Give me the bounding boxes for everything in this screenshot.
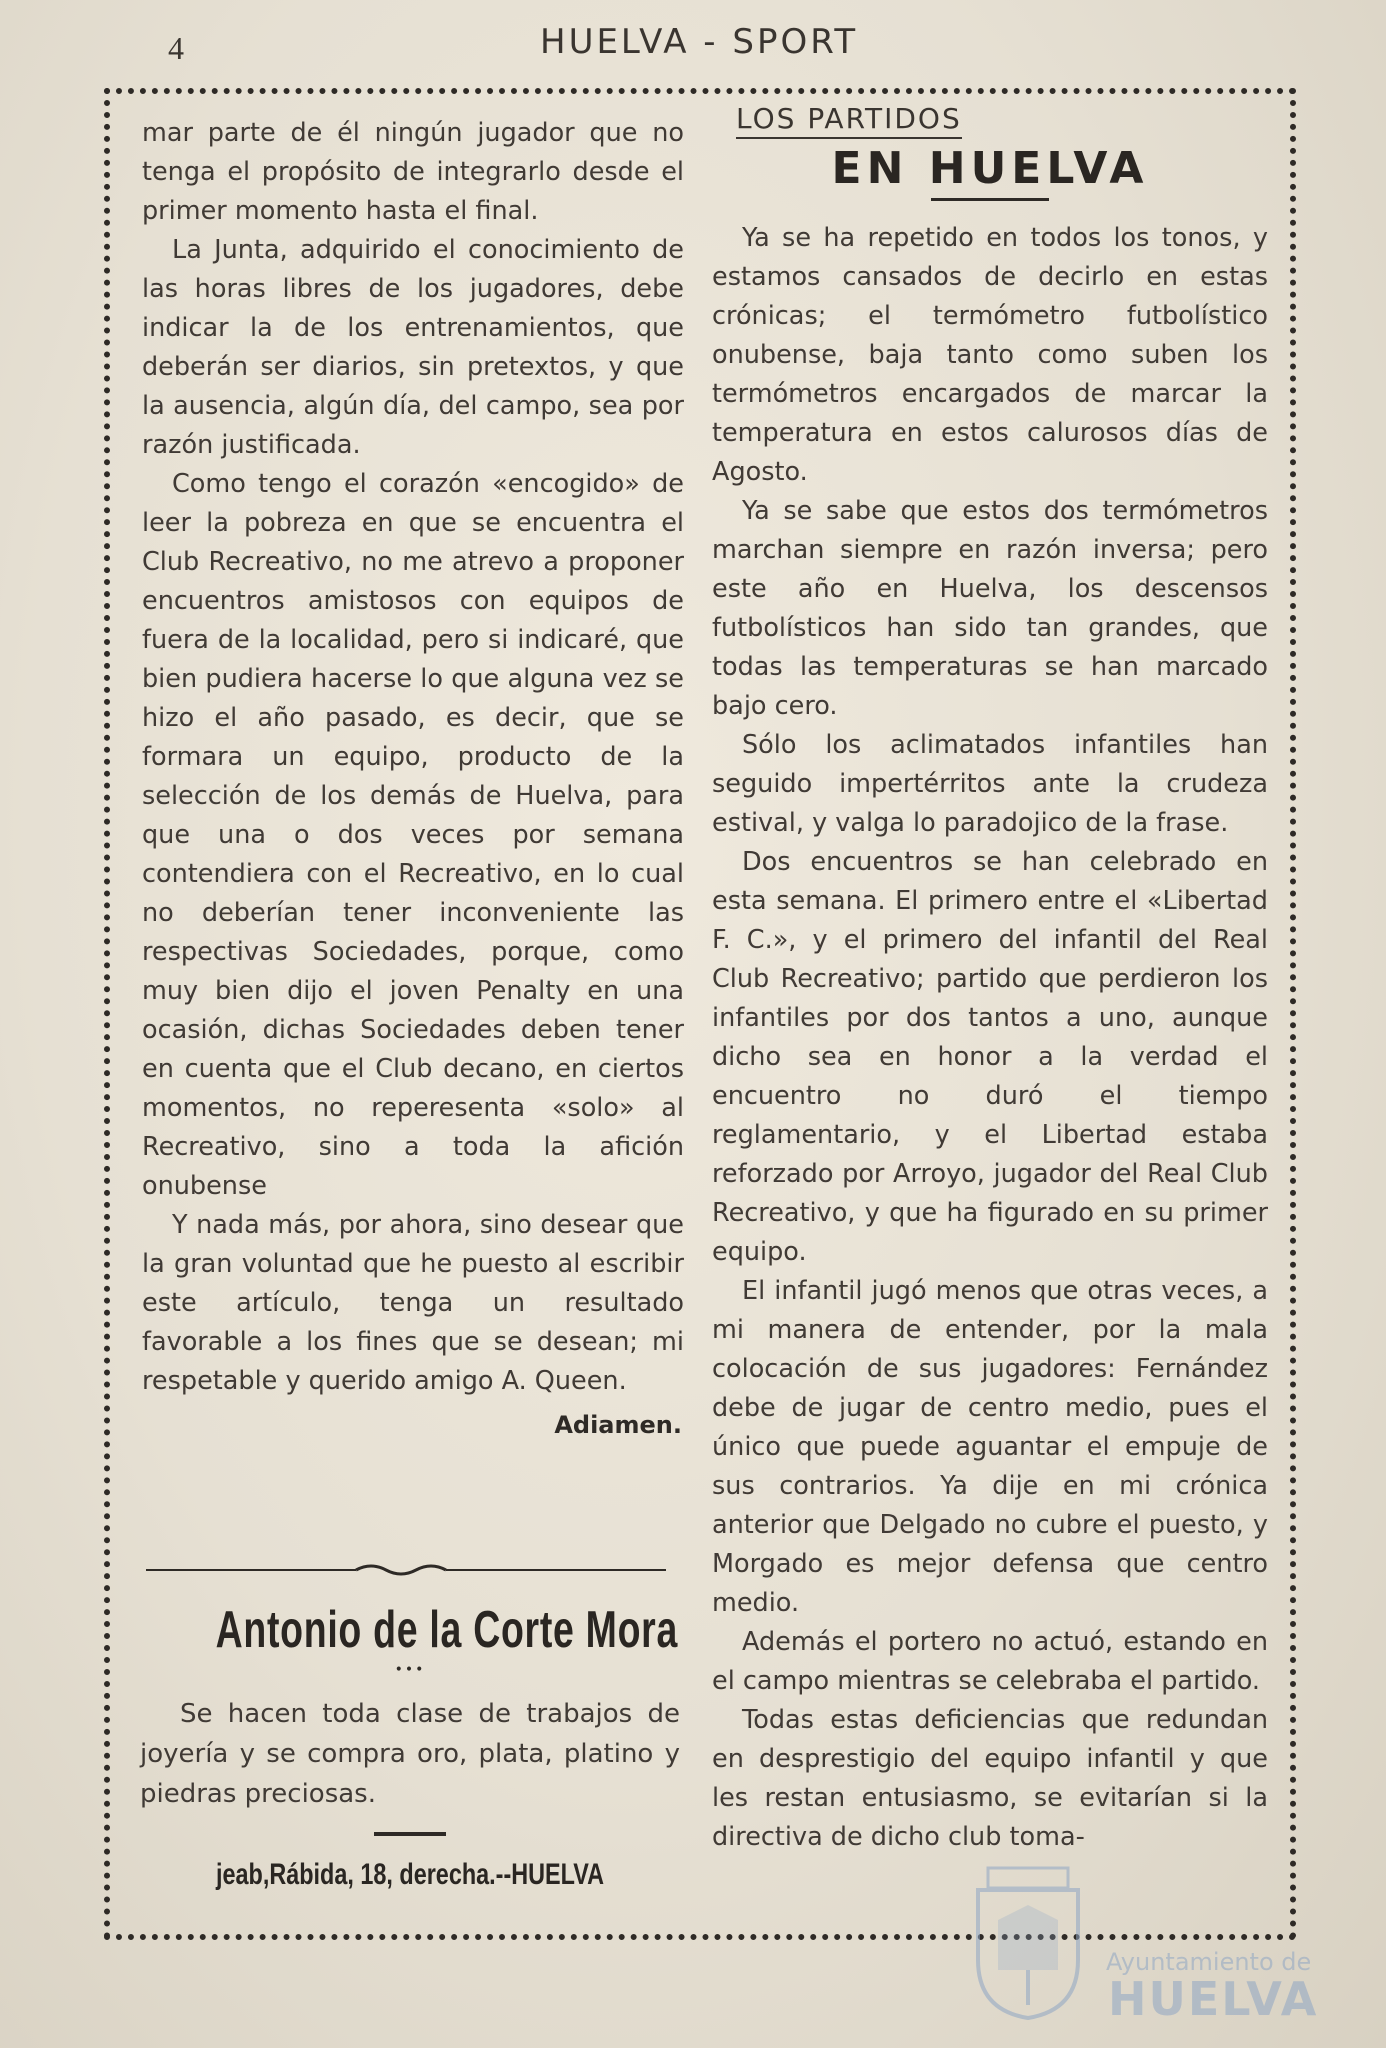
advertiser-name: Antonio de la Corte Mora: [215, 1601, 679, 1659]
article-paragraph: La Junta, adquirido el conocimiento de las horas libres de los jugadores, debe indicar la de los entrenamientos, que deberán ser diarios, sin pretextos, y que la ausencia, algún día, del campo, sea por razón justificada.: [142, 235, 684, 460]
article-paragraph: mar parte de él ningún jugador que no tenga el propósito de integrarlo desde el primer momento hasta el final.: [142, 118, 684, 226]
title-underline: [931, 198, 1049, 201]
article-paragraph: Dos encuentros se han celebrado en esta semana. El primero entre el «Libertad F. C.», y el primero del infantil del Real Club Recreativo; partido que perdieron los infantiles por dos tantos a uno, aunque dicho sea en honor a la verdad el encuentro no duró el tiempo reglamentario, y el Libertad estaba reforzado por Arroyo, jugador del Real Club Recreativo, y que ha figurado en su primer equipo.: [712, 847, 1268, 1267]
ad-rule: [374, 1832, 446, 1836]
article-paragraph: Como tengo el corazón «encogido» de leer la pobreza en que se encuentra el Club Recreativo, no me atrevo a proponer encuentros amistosos con equipos de fuera de la localidad, pero si indicaré, que bien pudiera hacerse lo que alguna vez se hizo el año pasado, es decir, que se formara un equipo, producto de la selección de los demás de Huelva, para que una o dos veces por semana contendiera con el Recreativo, en lo cual no deberían tener inconveniente las respectivas Sociedades, porque, como muy bien dijo el joven Penalty en una ocasión, dichas Sociedades deben tener en cuenta que el Club decano, en ciertos momentos, no reperesenta «solo» al Recreativo, sino a toda la afición onubense: [142, 469, 684, 1201]
ornamental-divider: [146, 1560, 666, 1580]
jeweler-advertisement: [140, 1600, 680, 1892]
section-label: LOS PARTIDOS: [736, 102, 962, 139]
article-paragraph: Sólo los aclimatados infantiles han seguido impertérritos ante la crudeza estival, y valga lo paradojico de la frase.: [712, 730, 1268, 838]
article-paragraph: Y nada más, por ahora, sino desear que la gran voluntad que he puesto al escribir este artículo, tenga un resultado favorable a los fines que se desean; mi respetable y querido amigo A. Queen.: [142, 1210, 684, 1396]
article-signature: Adiamen.: [554, 1411, 682, 1439]
ad-address: jeab,Rábida, 18, derecha.--HUELVA: [216, 1858, 604, 1891]
right-column-article: [712, 102, 1268, 1857]
crest-icon: [968, 1860, 1088, 2020]
watermark-line2: HUELVA: [1108, 1972, 1319, 2026]
article-paragraph: Además el portero no actuó, estando en el campo mientras se celebraba el partido.: [712, 1627, 1268, 1696]
left-column-article: [142, 114, 684, 1439]
ad-dots-ornament: •••: [394, 1662, 426, 1678]
article-paragraph: Ya se sabe que estos dos termómetros marchan siempre en razón inversa; pero este año en Huelva, los descensos futbolísticos han sido tan grandes, que todas las temperaturas se han marcado bajo cero.: [712, 496, 1268, 721]
article-title: EN HUELVA: [831, 143, 1149, 194]
article-paragraph: Todas estas deficiencias que redundan en desprestigio del equipo infantil y que les restan entusiasmo, se evitarían si la directiva de dicho club toma-: [712, 1705, 1268, 1852]
page-number: 4: [168, 30, 184, 66]
article-paragraph: Ya se ha repetido en todos los tonos, y estamos cansados de decirlo en estas crónicas; el termómetro futbolístico onubense, baja tanto como suben los termómetros encargados de marcar la temperatura en estos calurosos días de Agosto.: [712, 223, 1268, 487]
ad-body-text: Se hacen toda clase de trabajos de joyería y se compra oro, plata, platino y piedras preciosas.: [140, 1699, 680, 1809]
article-paragraph: El infantil jugó menos que otras veces, a mi manera de entender, por la mala colocación de sus jugadores: Fernández debe de jugar de centro medio, pues el único que puede aguantar el empuje de sus contrarios. Ya dije en mi crónica anterior que Delgado no cubre el puesto, y Morgado es mejor defensa que centro medio.: [712, 1276, 1268, 1618]
publication-title: HUELVA - SPORT: [540, 22, 859, 62]
archive-watermark: [968, 1860, 1319, 2026]
watermark-line1: Ayuntamiento de: [1106, 1948, 1312, 1976]
